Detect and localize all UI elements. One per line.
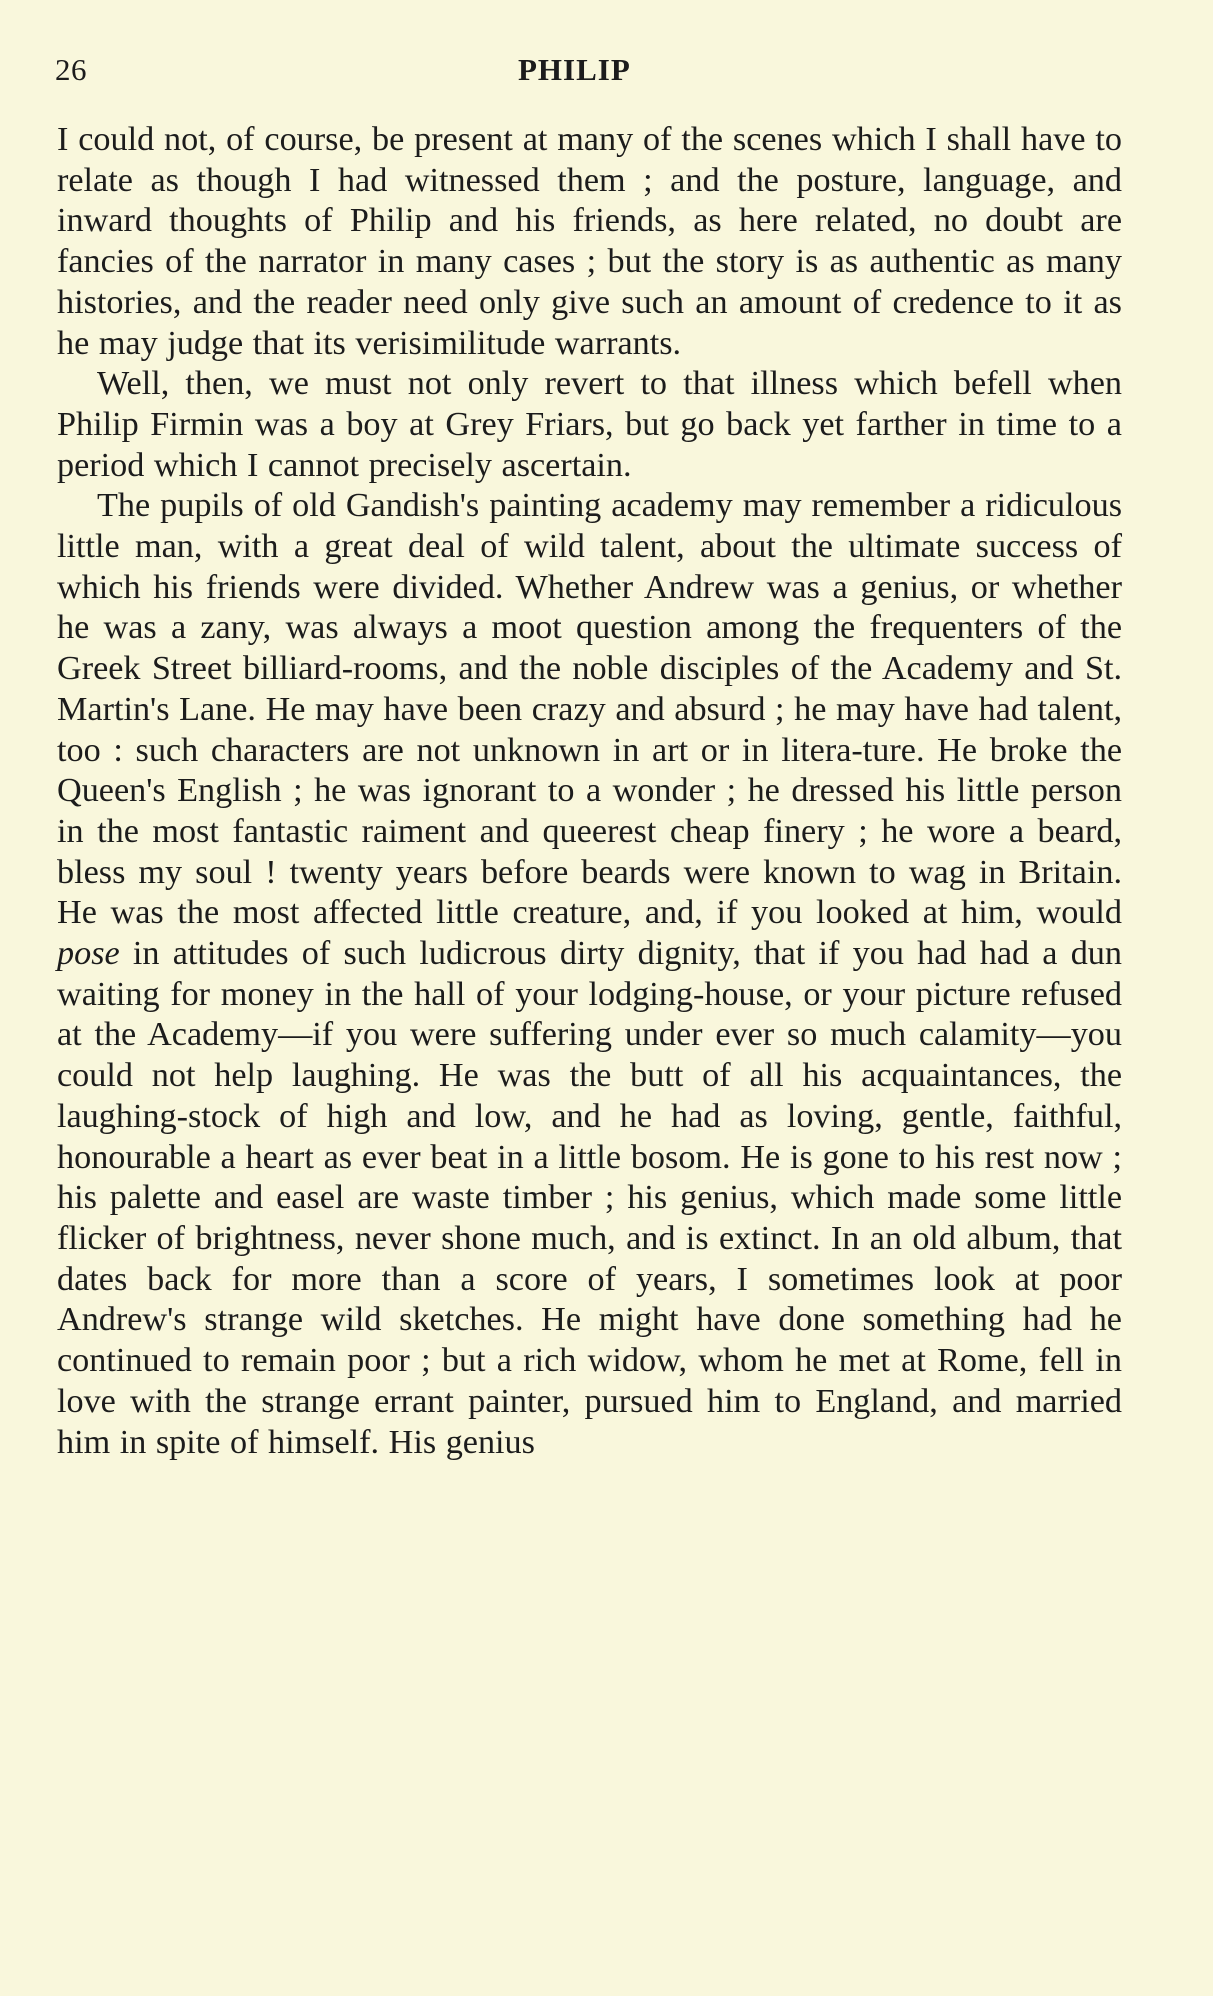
body-text	[57, 120, 1122, 1463]
paragraph-3	[57, 486, 1122, 1463]
paragraph-3-part-2: in attitudes of such ludicrous dirty dignity, that if you had had a dun waiting for money in the hall of your lodging-house, or your picture refused at the Academy—if you were suffering under ever so much calamity—you could not help laughing. He was the butt of all his acquaintances, the laughing-stock of high and low, and he had as loving, gentle, faithful, honourable a heart as ever beat in a little bosom. He is gone to his rest now ; his palette and easel are waste timber ; his genius, which made some little flicker of brightness, never shone much, and is extinct. In an old album, that dates back for more than a score of years, I sometimes look at poor Andrew's strange wild sketches. He might have done something had he continued to remain poor ; but a rich widow, whom he met at Rome, fell in love with the strange errant painter, pursued him to England, and married him in spite of himself. His genius	[57, 935, 1122, 1461]
page-number: 26	[55, 52, 87, 87]
page-header	[55, 52, 1125, 92]
paragraph-1: I could not, of course, be present at many of the scenes which I shall have to relate as though I had witnessed them ; and the posture, language, and inward thoughts of Philip and his friends, as here related, no doubt are fancies of the narrator in many cases ; but the story is as authentic as many histories, and the reader need only give such an amount of credence to it as he may judge that its verisimilitude warrants.	[57, 121, 1122, 362]
italic-word-pose: pose	[57, 935, 120, 973]
paragraph-3-part-1: The pupils of old Gandish's painting academy may remember a ridiculous little man, with a great deal of wild talent, about the ultimate success of which his friends were divided. Whether Andrew was a genius, or whether he was a zany, was always a moot question among the frequenters of the Greek Street billiard-rooms, and the noble disciples of the Academy and St. Martin's Lane. He may have been crazy and absurd ; he may have had talent, too : such characters are not unknown in art or in litera-ture. He broke the Queen's English ; he was ignorant to a wonder ; he dressed his little person in the most fantastic raiment and queerest cheap finery ; he wore a beard, bless my soul ! twenty years before beards were known to wag in Britain. He was the most affected little creature, and, if you looked at him, would	[57, 487, 1122, 932]
running-title: PHILIP	[518, 52, 631, 87]
paragraph-2: Well, then, we must not only revert to that illness which befell when Philip Firmin was a boy at Grey Friars, but go back yet farther in time to a period which I cannot precisely ascertain.	[57, 365, 1122, 484]
